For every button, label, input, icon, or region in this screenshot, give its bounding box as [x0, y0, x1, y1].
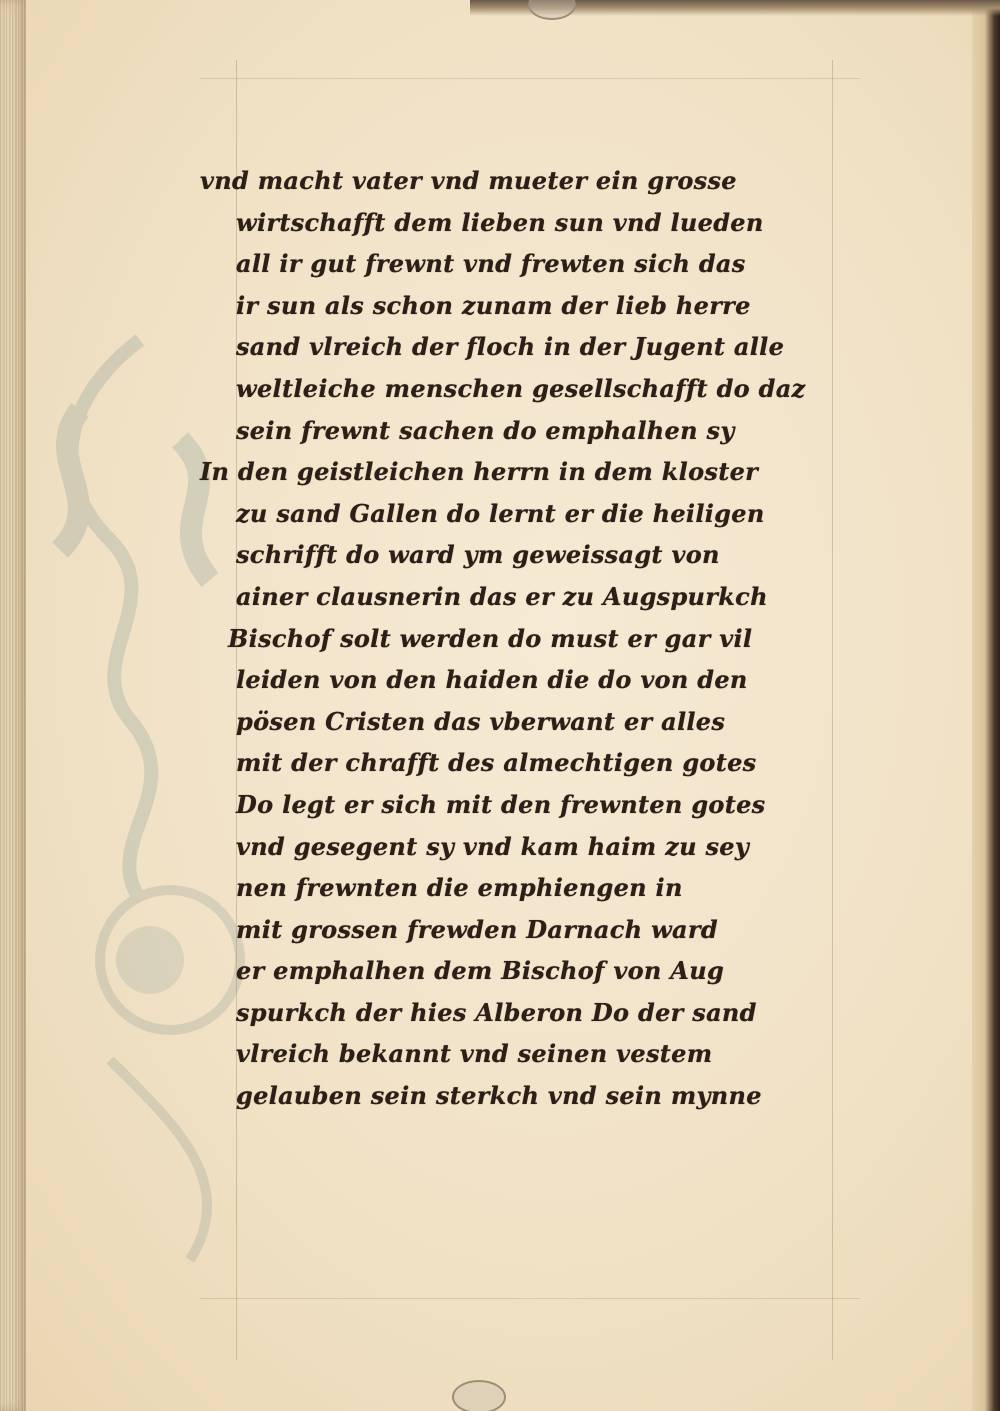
- text-line: all ir gut frewnt vnd frewten sich das: [236, 249, 746, 279]
- text-line: wirtschafft dem lieben sun vnd lueden: [236, 207, 764, 237]
- text-line: ainer clausnerin das er zu Augspurkch: [236, 581, 768, 611]
- text-line: gelauben sein sterkch vnd sein mynne: [236, 1081, 762, 1111]
- text-line: nen frewnten die emphiengen in: [236, 873, 683, 903]
- top-clip: [528, 0, 576, 20]
- text-line: vnd macht vater vnd mueter ein grosse: [200, 166, 737, 195]
- text-line: pösen Cristen das vberwant er alles: [236, 706, 726, 736]
- text-line: er emphalhen dem Bischof von Aug: [236, 956, 725, 986]
- ruling-top: [200, 78, 860, 79]
- text-line: sand vlreich der floch in der Jugent alle: [236, 332, 785, 362]
- text-line: mit grossen frewden Darnach ward: [236, 914, 718, 944]
- text-line: vlreich bekannt vnd seinen vestem: [236, 1039, 713, 1069]
- text-line: leiden von den haiden die do von den: [236, 665, 748, 695]
- text-line: Bischof solt werden do must er gar vil: [228, 623, 753, 653]
- manuscript-text: [200, 160, 860, 1117]
- text-line: ir sun als schon zunam der lieb herre: [236, 290, 751, 320]
- text-line: spurkch der hies Alberon Do der sand: [236, 997, 757, 1027]
- text-line: mit der chrafft des almechtigen gotes: [236, 748, 757, 778]
- text-line: weltleiche menschen gesellschafft do daz: [236, 373, 806, 403]
- text-line: schrifft do ward ym geweissagt von: [236, 540, 720, 570]
- ruling-bottom: [200, 1298, 860, 1299]
- bottom-clip: [452, 1380, 506, 1411]
- text-line: zu sand Gallen do lernt er die heiligen: [236, 498, 765, 528]
- right-page-edge: [972, 0, 1000, 1411]
- text-line: In den geistleichen herrn in dem kloster: [200, 457, 759, 487]
- text-line: Do legt er sich mit den frewnten gotes: [236, 789, 766, 819]
- text-line: sein frewnt sachen do emphalhen sy: [236, 415, 735, 445]
- text-line: vnd gesegent sy vnd kam haim zu sey: [236, 831, 750, 861]
